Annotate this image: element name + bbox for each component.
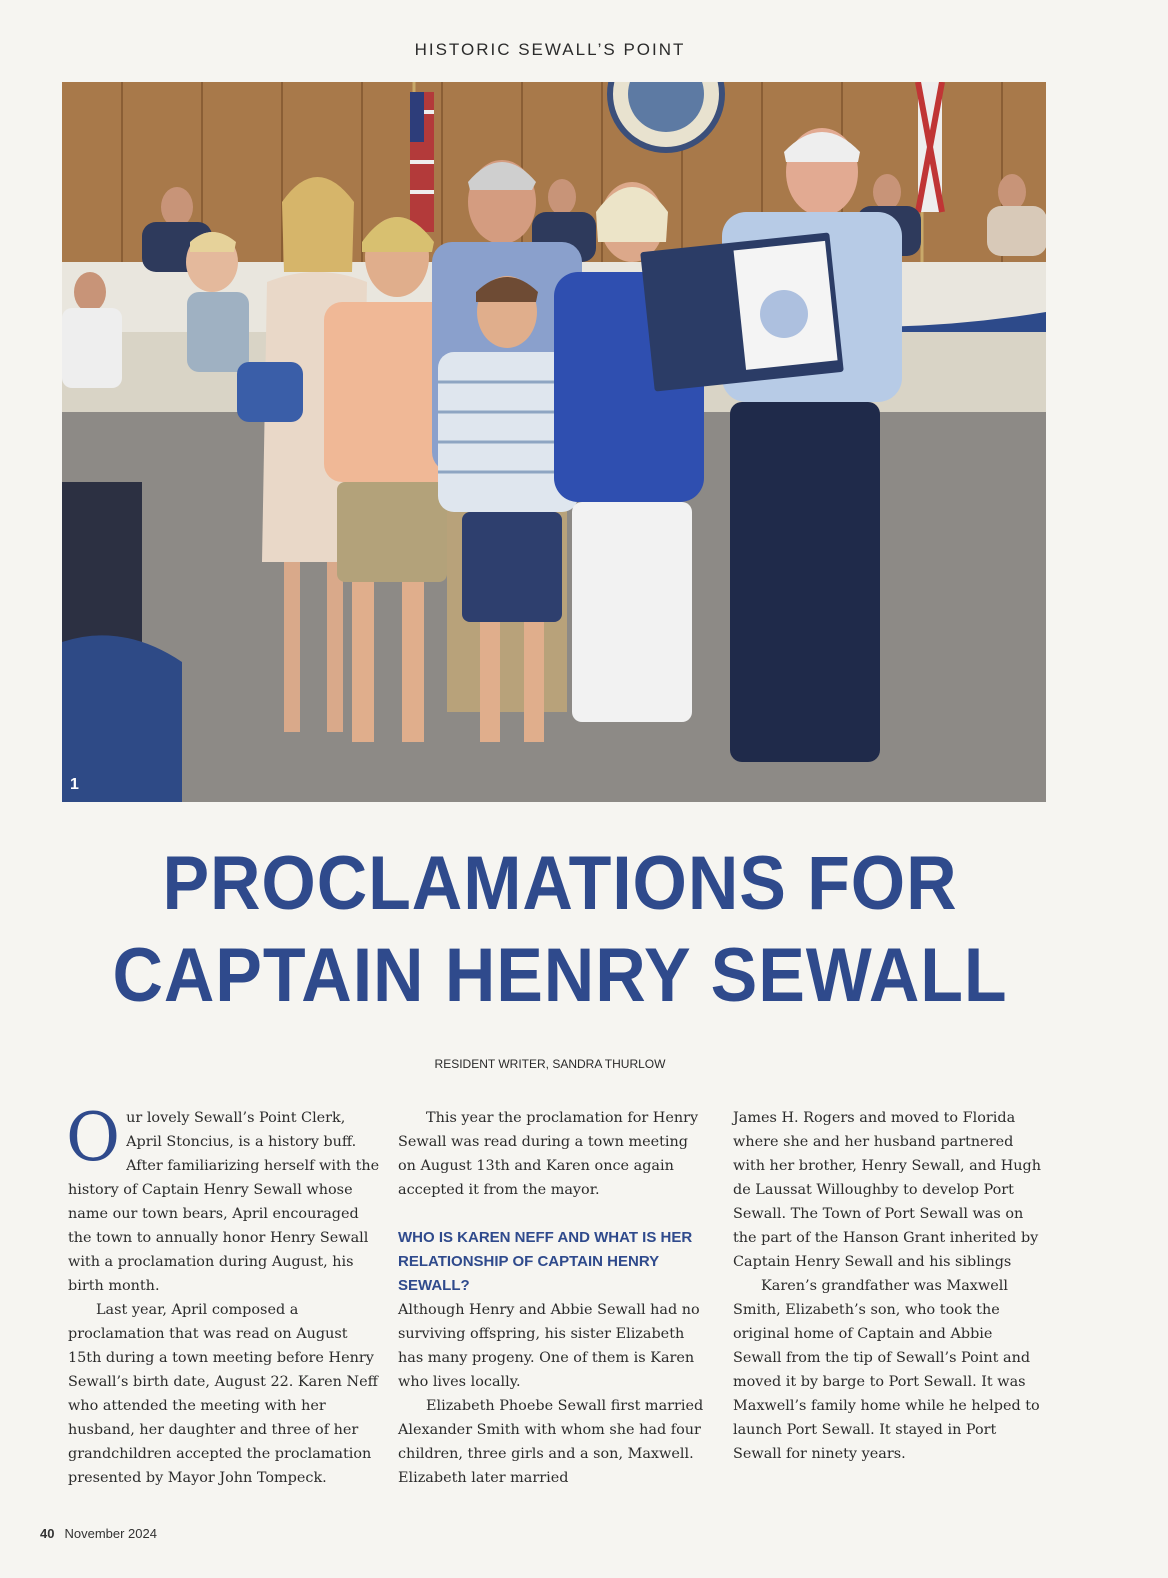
article-paragraph: James H. Rogers and moved to Florida where she and her husband partnered with her brother, Henry Sewall, and Hugh de Laussat Willoughby to develop Port Sewall. The Town of Port Sewall was on the part of the Hanson Grant inherited by Captain Henry Sewall and his siblings — [733, 1110, 1042, 1270]
proclamation-document — [640, 232, 844, 391]
article-column-1 — [66, 1099, 380, 1490]
article-paragraph: Last year, April composed a proclamation that was read on August 15th during a town meeting before Henry Sewall’s birth date, August 22. Karen Neff who attended the meeting with her husband, her daughter and three of her grandchildren accepted the proclamation presented by Mayor John Tompeck. — [68, 1302, 378, 1486]
issue-date: November 2024 — [64, 1526, 157, 1541]
page-footer — [40, 1526, 157, 1541]
article-paragraph: Our lovely Sewall’s Point Clerk, April Stoncius, is a history buff. After familiarizing herself with the history of Captain Henry Sewall whose name our town bears, April encouraged the town to annually honor Henry Sewall with a proclamation during August, his birth month. — [66, 1099, 380, 1294]
headline — [45, 838, 1075, 1022]
article-subhead: WHO IS KAREN NEFF AND WHAT IS HER RELATIONSHIP OF CAPTAIN HENRY SEWALL? — [398, 1229, 693, 1294]
byline: RESIDENT WRITER, SANDRA THURLOW — [434, 1057, 666, 1071]
photo-number: 1 — [70, 776, 79, 793]
headline-line-1: PROCLAMATIONS FOR — [162, 841, 958, 926]
article-paragraph: This year the proclamation for Henry Sewall was read during a town meeting on August 13th and Karen once again accepted it from the mayor. — [398, 1110, 699, 1198]
page-number: 40 — [40, 1526, 55, 1541]
article-paragraph: Although Henry and Abbie Sewall had no surviving offspring, his sister Elizabeth has many progeny. One of them is Karen who lives locally. — [398, 1302, 700, 1390]
headline-line-2: CAPTAIN HENRY SEWALL — [112, 933, 1008, 1018]
drop-cap: O — [66, 1099, 121, 1176]
section-label: HISTORIC SEWALL’S POINT — [414, 40, 686, 59]
article-column-2 — [398, 1106, 710, 1490]
feature-photo — [62, 82, 1046, 802]
article-paragraph: Karen’s grandfather was Maxwell Smith, Elizabeth’s son, who took the original home of Captain and Abbie Sewall from the tip of Sewall’s Point and moved it by barge to Port Sewall. It was Maxwell’s family home while he helped to launch Port Sewall. It stayed in Port Sewall for ninety years. — [733, 1278, 1040, 1462]
article-paragraph: Elizabeth Phoebe Sewall first married Alexander Smith with whom she had four children, three girls and a son, Maxwell. Elizabeth later married — [398, 1398, 704, 1486]
article-column-3 — [733, 1106, 1045, 1466]
